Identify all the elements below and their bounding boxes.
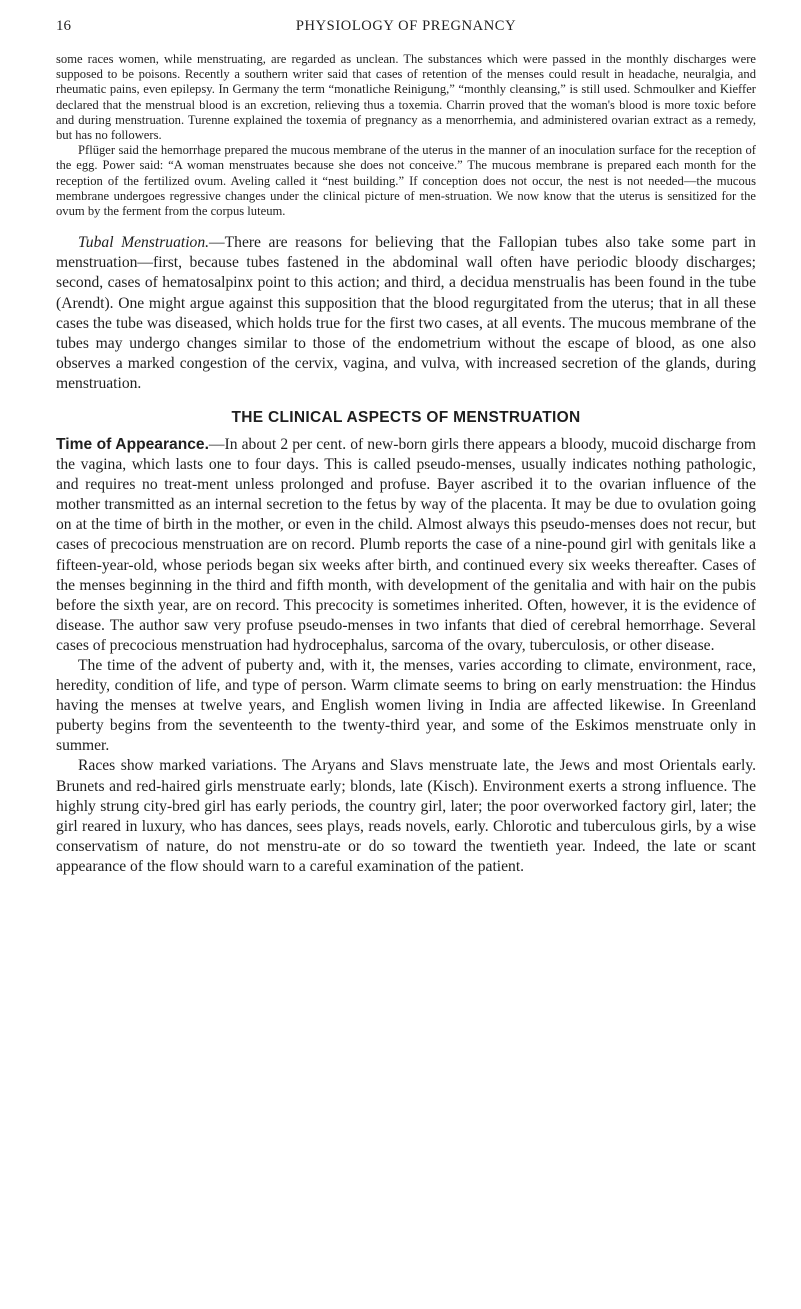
document-page: [56, 18, 756, 877]
body-text: [56, 233, 756, 877]
paragraph-pfluger: Pflüger said the hemorrhage prepared the mucous membrane of the uterus in the manner of an inoculation surface for the reception of the egg. Power said: “A woman menstruates because she does not conceive.” The mucous membrane is prepared each month for the reception of the fertilized ovum. Aveling called it “nest building.” If conception does not occur, the nest is not needed—the mucous membrane undergoes regressive changes under the clinical picture of men-struation. We now know that the uterus is sensitized for the ovum by the ferment from the corpus luteum.: [56, 143, 756, 219]
appearance-text: —In about 2 per cent. of new-born girls there appears a bloody, mucoid discharge from the vagina, which lasts one to four days. This is called pseudo-menses, usually indicates nothing pathologic, and requires no treat-ment unless prolonged and profuse. Bayer ascribed it to the ovarian influence of the mother transmitted as an internal secretion to the fetus by way of the placenta. It may be due to ovulation going on at the time of birth in the mother, or even in the child. Almost always this pseudo-menses does not recur, but cases of precocious menstruation are on record. Plumb reports the case of a nine-pound girl with genitals like a fifteen-year-old, whose periods began six weeks after birth, and continued every six weeks thereafter. Cases of the menses beginning in the third and fifth month, with development of the genitalia and with hair on the pubis before the sixth year, are on record. This precocity is sometimes inherited. Often, however, it is the evidence of disease. The author saw very profuse pseudo-menses in two infants that died of cerebral hemorrhage. Several cases of precocious menstruation had hydrocephalus, sarcoma of the ovary, tuberculosis, or other disease.: [56, 435, 756, 654]
paragraph-time-of-appearance: [56, 435, 756, 656]
paragraph-races-unclean: some races women, while menstruating, are regarded as unclean. The substances which were passed in the monthly discharges were supposed to be poisons. Recently a southern writer said that cases of retention of the menses could result in headache, neuralgia, and rheumatic pains, even epilepsy. In Germany the term “monatliche Reinigung,” “monthly cleansing,” is still used. Schmoulker and Kieffer declared that the menstrual blood is an excretion, relieving thus a toxemia. Charrin proved that the woman's blood is more toxic before and during menstruation. Turenne explained the toxemia of pregnancy as a menorrhemia, and administered ovarian extract as a remedy, but has no followers.: [56, 52, 756, 143]
paragraph-puberty-advent: The time of the advent of puberty and, with it, the menses, varies according to climate, environment, race, heredity, condition of life, and type of person. Warm climate seems to bring on early menstruation: the Hindus having the menses at twelve years, and English women living in India are affected likewise. In Greenland puberty begins from the seventeenth to the twenty-third year, and some of the Eskimos menstruate only in summer.: [56, 657, 756, 755]
page-header: [56, 18, 756, 42]
tubal-text: —There are reasons for believing that the Fallopian tubes also take some part in menstruation—first, because tubes fastened in the abdominal wall often have periodic bloody discharges; second, cases of hematosalpinx point to this action; and third, a decidua menstrualis has been found in the tube (Arendt). One might argue against this supposition that the blood regurgitated from the uterus; that in all these cases the tube was diseased, which holds true for the first two cases, at all events. The mucous membrane of the tubes may undergo changes similar to those of the endometrium without the escape of blood, as one also observes a marked congestion of the cervix, vagina, and vulva, with increased secretion of the glands, during menstruation.: [56, 234, 756, 392]
page-number: 16: [56, 18, 71, 34]
paragraph-tubal-menstruation: [56, 233, 756, 394]
small-print-block: [56, 52, 756, 219]
appearance-heading: Time of Appearance.: [56, 435, 209, 453]
paragraph-races-variation: Races show marked variations. The Aryans and Slavs menstruate late, the Jews and most Orientals early. Brunets and red-haired girls menstruate early; blonds, late (Kisch). Environment exerts a strong influence. The highly strung city-bred girl has early periods, the country girl, later; the poor overworked factory girl, later; the girl reared in luxury, who has dances, sees plays, reads novels, early. Chlorotic and tuberculous girls, by a wise conservatism of nature, do not menstru-ate or do so toward the twentieth year. Indeed, the late or scant appearance of the flow should warn to a careful examination of the patient.: [56, 757, 756, 875]
running-title: PHYSIOLOGY OF PREGNANCY: [295, 18, 517, 34]
section-title: THE CLINICAL ASPECTS OF MENSTRUATION: [231, 408, 581, 426]
tubal-heading: Tubal Menstruation.: [78, 234, 210, 252]
